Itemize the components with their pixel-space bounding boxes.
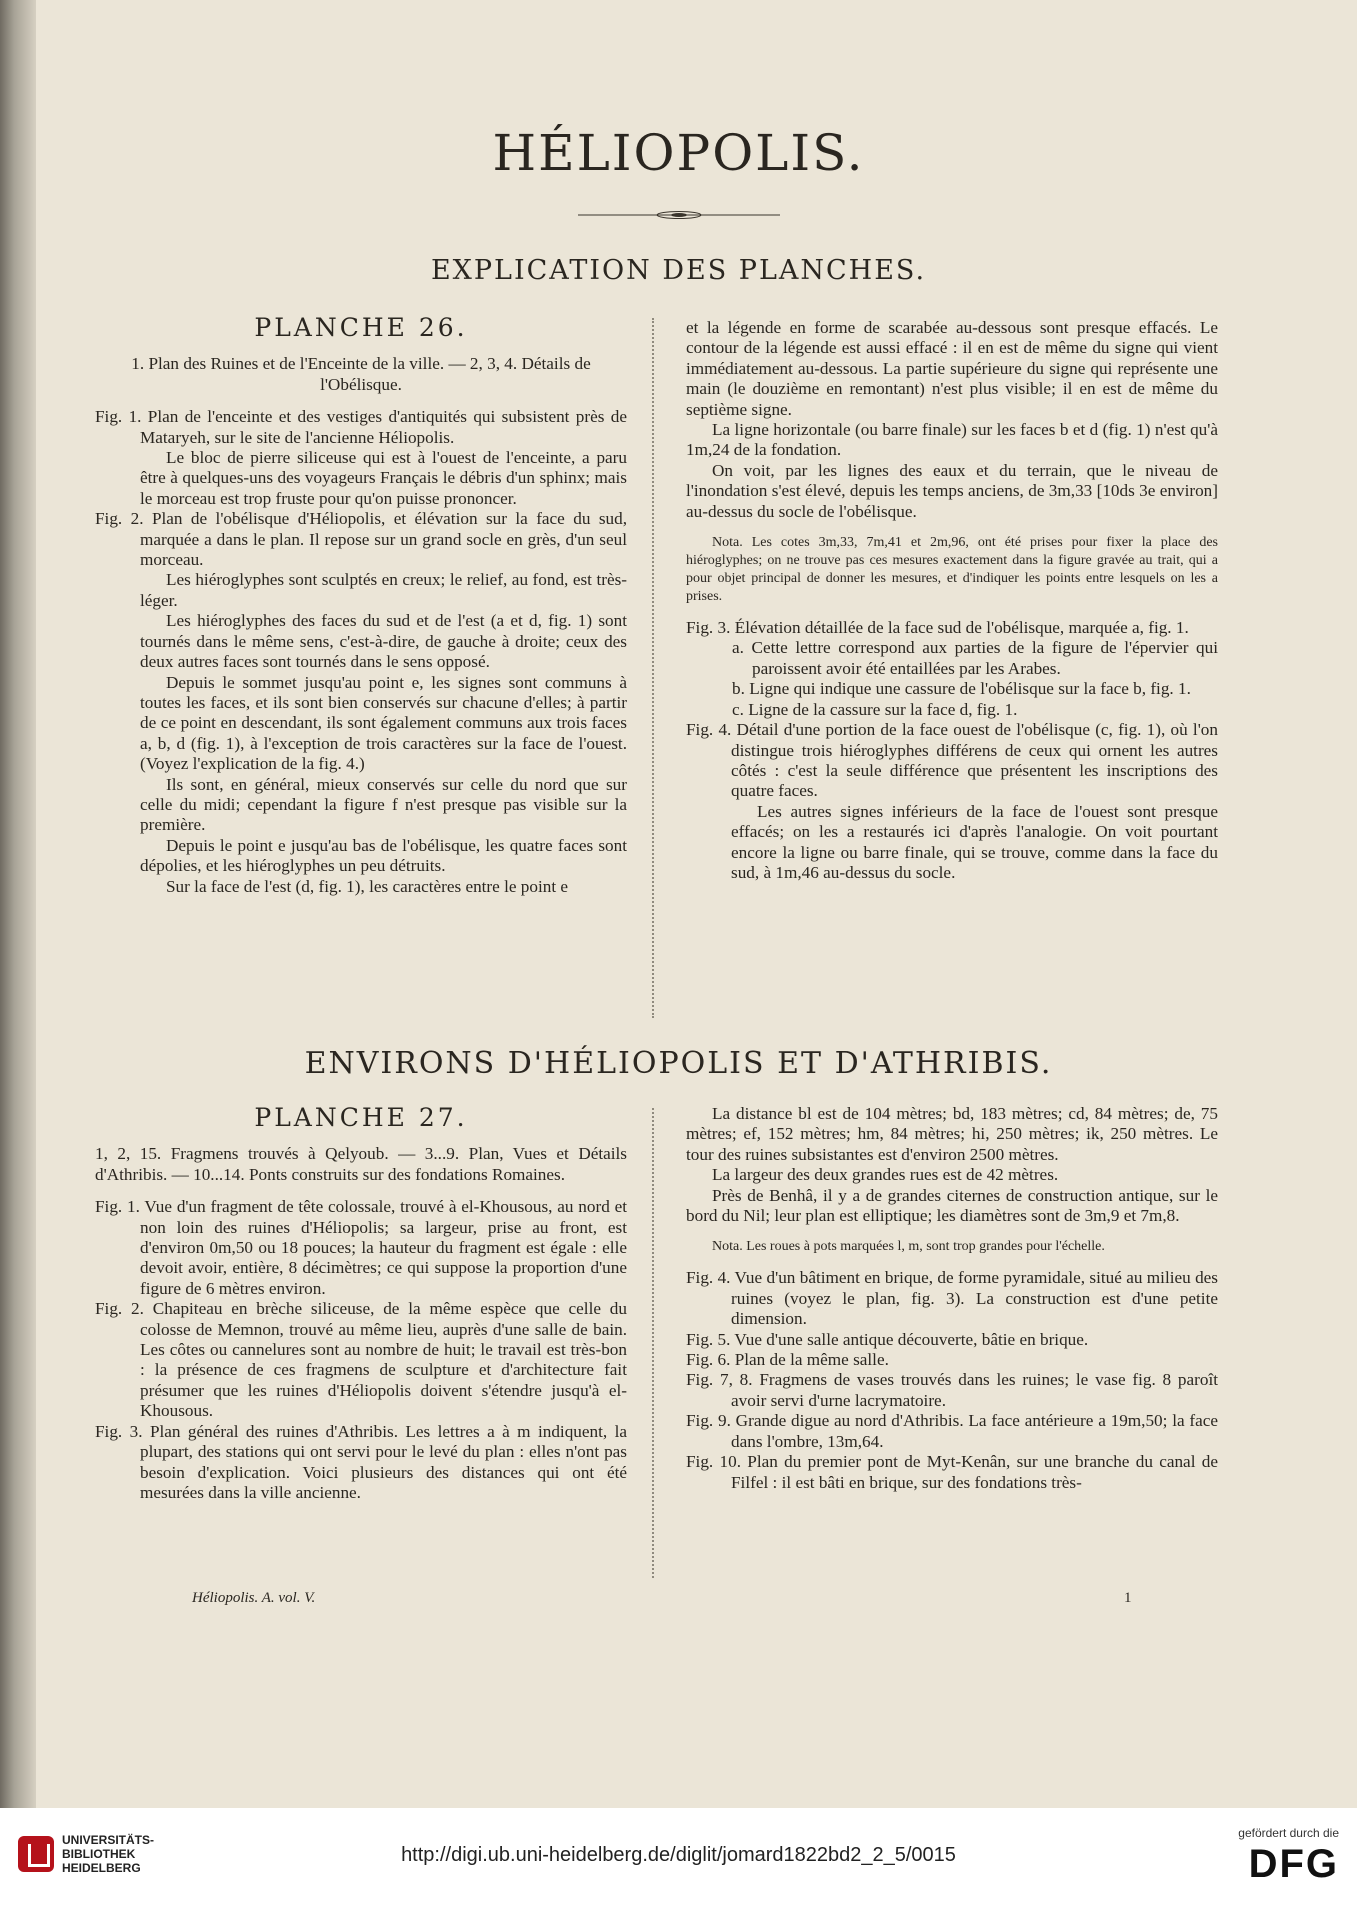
planche-summary: 1, 2, 15. Fragmens trouvés à Qelyoub. — 3...9. Plan, Vues et Détails d'Athribis. — 10...14. Ponts construits sur des fondations Romaines. — [95, 1144, 627, 1184]
dfg-logo: DFG — [1248, 1842, 1339, 1886]
fig-paragraph: Fig. 3. Élévation détaillée de la face sud de l'obélisque, marquée a, fig. 1. — [686, 618, 1189, 638]
paragraph: La largeur des deux grandes rues est de 42 mètres. — [712, 1165, 1059, 1185]
paragraph: On voit, par les lignes des eaux et du terrain, que le niveau de l'inondation s'est élevé, depuis les temps anciens, de 3m,33 [10ds 3e environ] au-dessus du socle de l'obélisque. — [686, 460, 1218, 521]
paragraph: Les hiéroglyphes sont sculptés en creux; le relief, au fond, est très-léger. — [140, 570, 627, 610]
fig-paragraph: Fig. 4. Détail d'une portion de la face ouest de l'obélisque (c, fig. 1), où l'on distingue trois hiéroglyphes différens de ceux qui ornent les autres côtés : c'est la seule différence que présentent les inscriptions des quatre faces. — [686, 720, 1218, 801]
paragraph: Le bloc de pierre siliceuse qui est à l'ouest de l'enceinte, a paru être à quelques-uns des voyageurs Français le débris d'un sphinx; mais le morceau est trop fruste pour qu'on puisse prononcer. — [140, 448, 627, 508]
fig-paragraph: Fig. 10. Plan du premier pont de Myt-Kenân, sur une branche du canal de Filfel : il est bâti en brique, sur des fondations très- — [686, 1452, 1218, 1492]
fig-paragraph: Fig. 9. Grande digue au nord d'Athribis. La face antérieure a 19m,50; la face dans l'ombre, 13m,64. — [686, 1411, 1218, 1451]
planche-heading: PLANCHE 26. — [254, 313, 468, 342]
page-number: 1 — [1124, 1590, 1132, 1606]
planche-heading: PLANCHE 27. — [254, 1103, 468, 1132]
paragraph: Ils sont, en général, mieux conservés sur celle du nord que sur celle du midi; cependant la figure f n'est presque pas visible sur la première. — [140, 774, 627, 835]
section-heading-explication: EXPLICATION DES PLANCHES. — [430, 255, 927, 286]
fig-paragraph: Fig. 4. Vue d'un bâtiment en brique, de forme pyramidale, situé au milieu des ruines (voyez le plan, fig. 3). La construction est d'une petite dimension. — [686, 1268, 1218, 1329]
institution-name: UNIVERSITÄTS- BIBLIOTHEK HEIDELBERG — [62, 1833, 155, 1875]
column-planche-27-right — [686, 1104, 1218, 1493]
source-url[interactable]: http://digi.ub.uni-heidelberg.de/diglit/jomard1822bd2_2_5/0015 — [401, 1844, 956, 1866]
paragraph: Les hiéroglyphes des faces du sud et de l'est (a et d, fig. 1) sont tournés dans le même sens, c'est-à-dire, de gauche à droite; ceux des deux autres faces sont tournés dans le sens opposé. — [140, 611, 627, 672]
paragraph: Les autres signes inférieurs de la face de l'ouest sont presque effacés; on les a restaurés ici d'après l'analogie. On voit pourtant encore la ligne ou barre finale, qui se trouve, comme dans la face du sud, à 1m,46 au-dessus du socle. — [731, 801, 1218, 882]
column-planche-26-left — [95, 313, 627, 897]
sub-item: c. Ligne de la cassure sur la face d, fig. 1. — [732, 699, 1018, 719]
fig-paragraph: Fig. 2. Chapiteau en brèche siliceuse, de la même espèce que celle du colosse de Memnon, trouvé au même lieu, auprès d'une salle de bain. Les côtes ou cannelures sont au nombre de huit; le travail est très-bon : la présence de ces fragmens de sculpture et d'architecture fait présumer que les ruines d'Héliopolis doivent s'étendre jusqu'à el-Khousous. — [95, 1299, 627, 1421]
fig-paragraph: Fig. 7, 8. Fragmens de vases trouvés dans les ruines; le vase fig. 8 paroît avoir servi d'urne lacrymatoire. — [686, 1370, 1218, 1410]
sponsor-label: gefördert durch die — [1238, 1826, 1339, 1840]
column-planche-26-right — [686, 318, 1218, 883]
paragraph: Depuis le point e jusqu'au bas de l'obélisque, les quatre faces sont dépolies, et les hiéroglyphes un peu détruits. — [140, 835, 627, 876]
nota-note: Nota. Les roues à pots marquées l, m, sont trop grandes pour l'échelle. — [712, 1239, 1105, 1255]
paragraph: Depuis le sommet jusqu'au point e, les signes sont communs à toutes les faces, et ils sont bien conservés sur chacune d'elles; à partir de ce point en descendant, ils sont également communs aux trois faces a, b, d (fig. 1), à l'exception de trois caractères sur la face de l'ouest. (Voyez l'explication de la fig. 4.) — [140, 672, 627, 774]
ornament-rule — [578, 210, 780, 220]
paragraph: et la légende en forme de scarabée au-dessous sont presque effacés. Le contour de la légende est aussi effacé : il en est de même du signe qui vient immédiatement au-dessous. La partie supérieure du signe qui représente une main (le douzième en remontant) n'est plus visible; il en est de même du septième signe. — [686, 318, 1218, 419]
paragraph: La ligne horizontale (ou barre finale) sur les faces b et d (fig. 1) n'est qu'à 1m,24 de la fondation. — [686, 420, 1218, 460]
paragraph: Sur la face de l'est (d, fig. 1), les caractères entre le point e — [166, 876, 569, 896]
column-divider — [652, 318, 658, 1018]
fig-paragraph: Fig. 2. Plan de l'obélisque d'Héliopolis, et élévation sur la face du sud, marquée a dans le plan. Il repose sur un grand socle en grès, d'un seul morceau. — [95, 509, 627, 570]
paragraph: La distance bl est de 104 mètres; bd, 183 mètres; cd, 84 mètres; de, 75 mètres; ef, 152 mètres; hm, 84 mètres; hi, 250 mètres; ik, 250 mètres. Le tour des ruines subsistantes est d'environ 2500 mètres. — [686, 1104, 1218, 1164]
fig-paragraph: Fig. 1. Plan de l'enceinte et des vestiges d'antiquités qui subsistent près de Mataryeh, sur le site de l'ancienne Héliopolis. — [95, 407, 627, 447]
column-divider — [652, 1108, 658, 1578]
fig-paragraph: Fig. 6. Plan de la même salle. — [686, 1350, 889, 1370]
section-heading-environs: ENVIRONS D'HÉLIOPOLIS ET D'ATHRIBIS. — [304, 1046, 1053, 1081]
fig-paragraph: Fig. 3. Plan général des ruines d'Athribis. Les lettres a à m indiquent, la plupart, des stations qui ont servi pour le levé du plan : elles n'ont pas besoin d'explication. Voici plusieurs des distances qui ont été mesurées dans la ville ancienne. — [95, 1421, 627, 1502]
page-title: HÉLIOPOLIS. — [492, 124, 865, 182]
fig-paragraph: Fig. 1. Vue d'un fragment de tête colossale, trouvé à el-Khousous, au nord et non loin des ruines d'Héliopolis; sa largeur, prise au front, est d'environ 0m,50 ou 18 pouces; la hauteur du fragment est égale : elle devoit avoir, entière, 8 décimètres; ce qui suppose la proportion d'une figure de 6 mètres environ. — [95, 1197, 627, 1298]
footer-signature: Héliopolis. A. vol. V. — [192, 1590, 316, 1606]
nota-note: Nota. Les cotes 3m,33, 7m,41 et 2m,96, ont été prises pour fixer la place des hiéroglyphes; on ne trouve pas ces mesures exactement dans la figure gravée au trait, qui a pour objet principal de donner les mesures, et d'indiquer les points entre lesquels on les a prises. — [686, 535, 1218, 605]
paragraph: Près de Benhâ, il y a de grandes citernes de construction antique, sur le bord du Nil; leur plan est elliptique; les diamètres sont de 3m,9 et 7m,8. — [686, 1185, 1218, 1226]
sub-item: b. Ligne qui indique une cassure de l'obélisque sur la face b, fig. 1. — [732, 679, 1191, 699]
fig-paragraph: Fig. 5. Vue d'une salle antique découverte, bâtie en brique. — [686, 1329, 1089, 1349]
planche-summary: 1. Plan des Ruines et de l'Enceinte de la ville. — 2, 3, 4. Détails de l'Obélisque. — [131, 354, 591, 394]
column-planche-27-left — [95, 1103, 627, 1503]
sub-item: a. Cette lettre correspond aux parties de la figure de l'épervier qui paroissent avoir été entaillées par les Arabes. — [732, 638, 1218, 678]
viewer-footer-bar — [0, 1808, 1357, 1905]
